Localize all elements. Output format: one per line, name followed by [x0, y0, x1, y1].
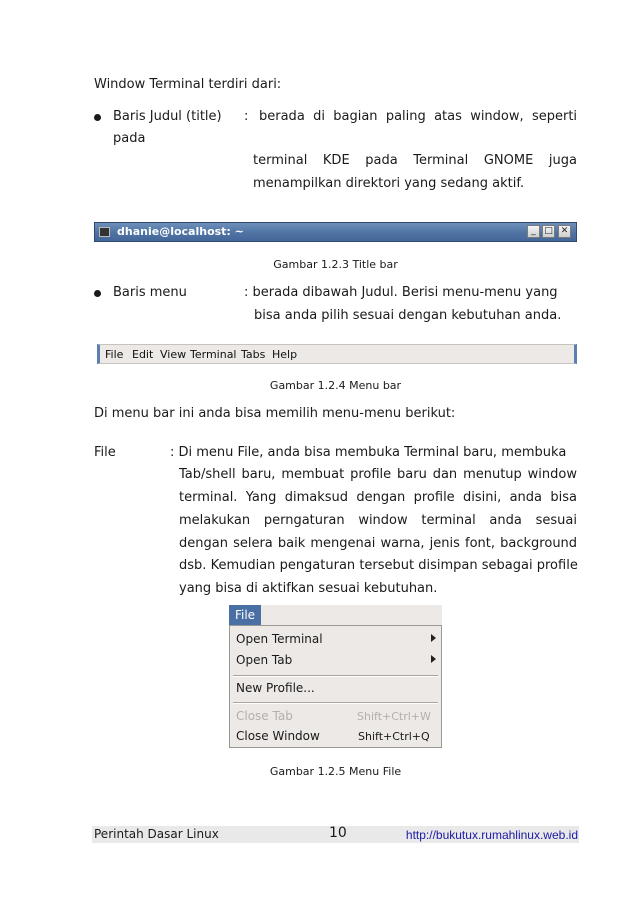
close-window-shortcut: Shift+Ctrl+Q	[358, 730, 430, 743]
file-desc-line5: dengan selera baik mengenai warna, jenis font, background	[179, 536, 578, 551]
bullet-dot	[94, 114, 101, 121]
file-desc-line2: Tab/shell baru, membuat profile baru dan menutup window	[179, 467, 577, 482]
menu-separator	[233, 675, 438, 677]
intro-text: Window Terminal terdiri dari:	[94, 77, 282, 92]
menu-bar-screenshot	[97, 344, 577, 364]
file-desc-line6: dsb. Kemudian pengaturan tersebut disimpan sebagai profile	[179, 558, 578, 573]
menu-item-open-terminal: Open Terminal	[236, 632, 323, 646]
menu-desc-line2: bisa anda pilih sesuai dengan kebutuhan anda.	[254, 308, 562, 323]
file-desc-line7: yang bisa di aktifkan sesuai kebutuhan.	[179, 581, 438, 596]
file-desc-line3: terminal. Yang dimaksud dengan profile disini, anda bisa	[179, 490, 577, 505]
title-desc-line1: berada di bagian paling atas window, seperti	[259, 109, 578, 124]
title-desc-line4: menampilkan direktori yang sedang aktif.	[253, 176, 525, 191]
footer-book-title: Perintah Dasar Linux	[94, 827, 219, 841]
submenu-arrow-icon	[431, 634, 436, 642]
menu-separator	[233, 702, 438, 704]
terminal-app-icon	[99, 227, 110, 237]
menu-view: View	[160, 348, 187, 361]
menu-tabs: Tabs	[241, 348, 266, 361]
file-term: File	[94, 445, 116, 460]
caption-menu-file: Gambar 1.2.5 Menu File	[269, 765, 402, 778]
title-bar-screenshot	[94, 222, 577, 242]
close-icon: ✕	[558, 225, 571, 238]
maximize-icon: □	[542, 225, 555, 238]
menu-item-new-profile: New Profile...	[236, 681, 315, 695]
file-menu-header: File	[229, 605, 261, 625]
minimize-icon: _	[527, 225, 540, 238]
caption-menu-bar: Gambar 1.2.4 Menu bar	[269, 379, 402, 392]
menu-file: File	[105, 348, 124, 361]
menu-desc-line1: : berada dibawah Judul. Berisi menu-menu yang	[244, 285, 558, 300]
bullet-dot	[94, 290, 101, 297]
file-menu-bar-strip	[261, 605, 442, 625]
window-title: dhanie@localhost: ~	[117, 225, 244, 238]
menu-help: Help	[272, 348, 298, 361]
title-desc-line2: pada	[113, 131, 146, 146]
close-tab-shortcut: Shift+Ctrl+W	[357, 710, 431, 723]
menu-item-close-tab: Close Tab	[236, 709, 293, 723]
title-desc-line3: terminal KDE pada Terminal GNOME juga	[253, 153, 577, 168]
menu-intro-text: Di menu bar ini anda bisa memilih menu-menu berikut:	[94, 406, 456, 421]
bullet-term-title: Baris Judul (title)	[113, 109, 222, 124]
file-desc-line1: : Di menu File, anda bisa membuka Terminal baru, membuka	[170, 445, 567, 460]
file-desc-line4: melakukan perngaturan window terminal anda sesuai	[179, 513, 577, 528]
caption-title-bar: Gambar 1.2.3 Title bar	[273, 258, 398, 271]
page-number: 10	[329, 825, 347, 841]
footer-url-link[interactable]: http://bukutux.rumahlinux.web.id	[405, 828, 578, 842]
menu-item-open-tab: Open Tab	[236, 653, 293, 667]
bullet-colon: :	[244, 109, 249, 124]
submenu-arrow-icon	[431, 655, 436, 663]
menu-terminal: Terminal	[190, 348, 237, 361]
menu-item-close-window: Close Window	[236, 729, 320, 743]
bullet-term-menu: Baris menu	[113, 285, 187, 300]
menu-edit: Edit	[132, 348, 154, 361]
